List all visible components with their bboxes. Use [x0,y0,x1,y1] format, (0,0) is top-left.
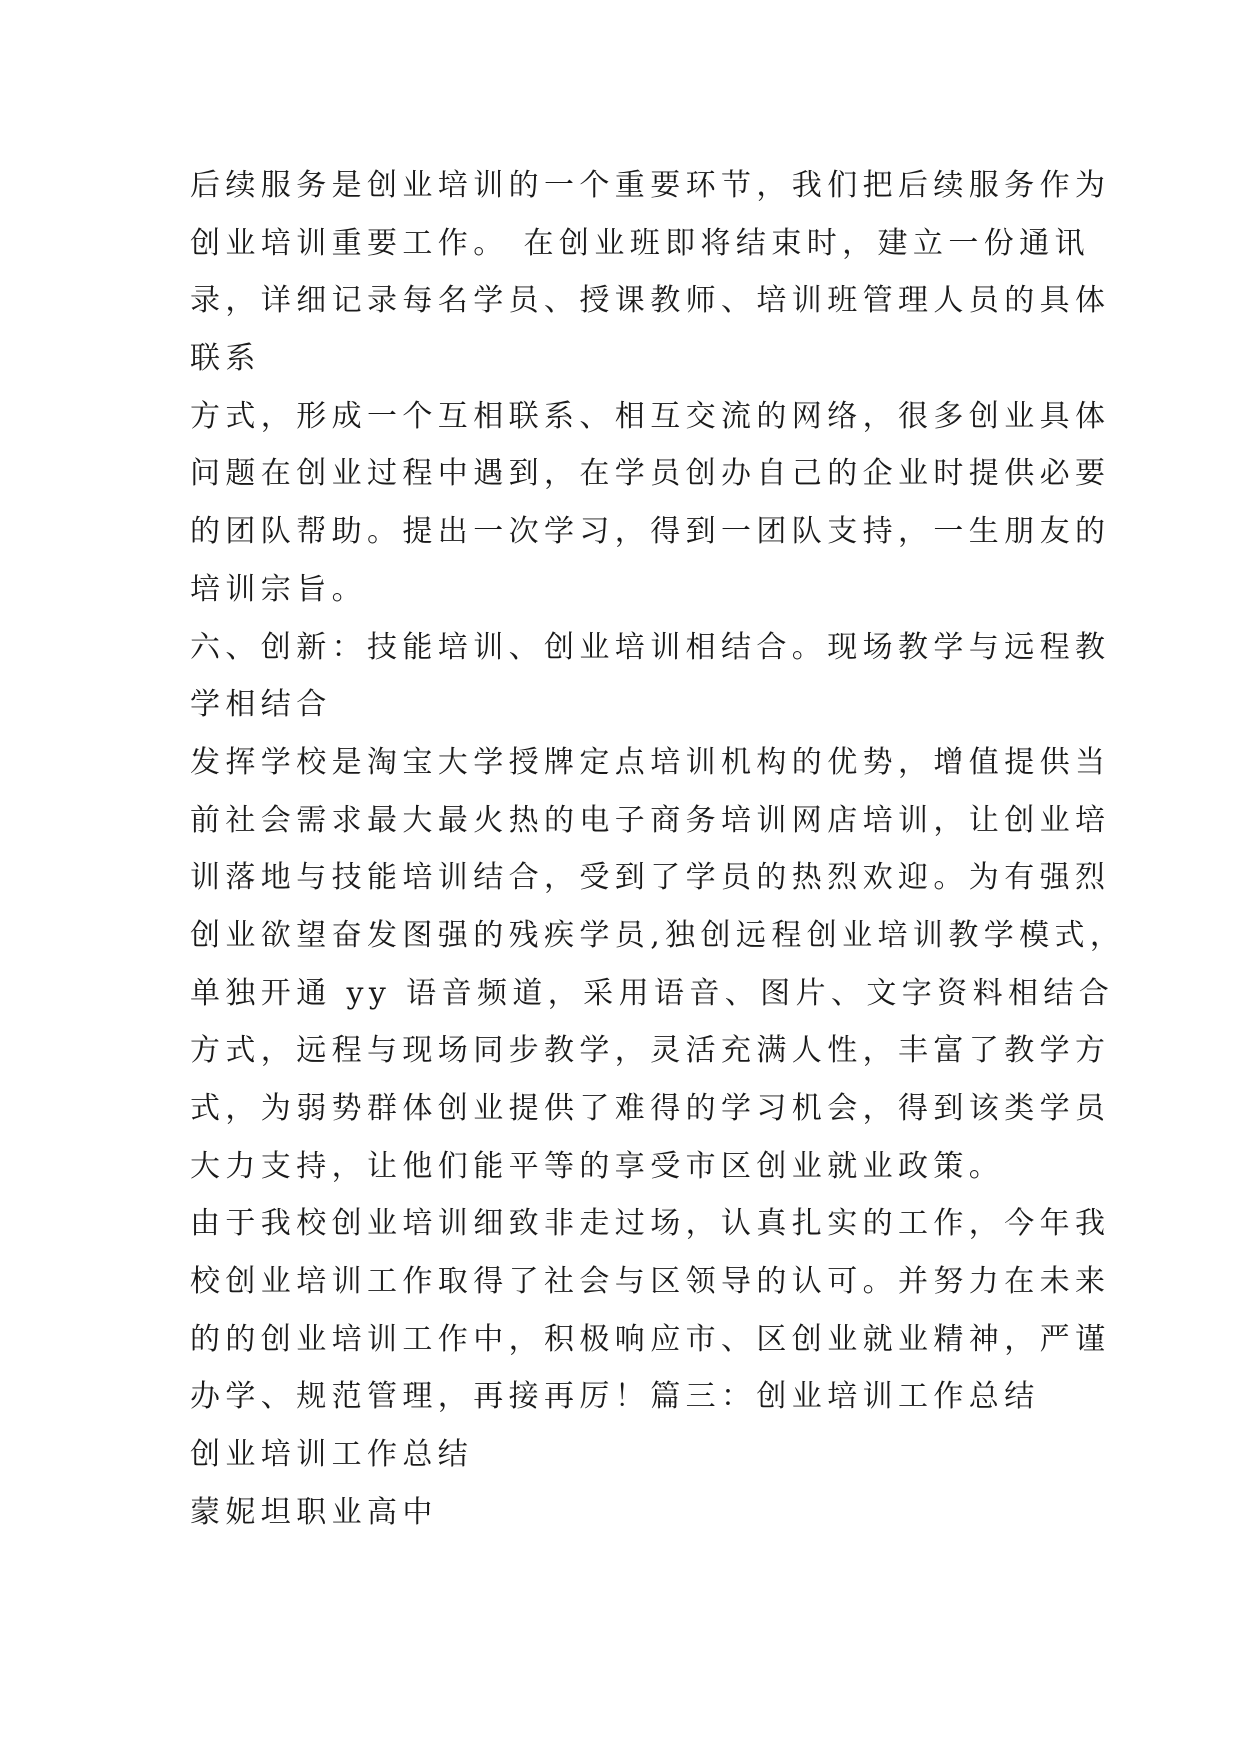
text-line: 创业培训重要工作。 在创业班即将结束时，建立一份通讯 [190,225,1090,261]
text-line: 问题在创业过程中遇到，在学员创办自己的企业时提供必要 [190,456,1111,492]
text-line: 创业欲望奋发图强的残疾学员,独创远程创业培训教学模式， [190,917,1126,953]
text-line: 联系 [190,341,261,377]
organization-line: 蒙妮坦职业高中 [190,1494,438,1530]
text-line: 大力支持，让他们能平等的享受市区创业就业政策。 [190,1148,1005,1184]
text-line: 训落地与技能培训结合，受到了学员的热烈欢迎。为有强烈 [190,860,1111,896]
section-heading-line: 学相结合 [190,687,332,723]
text-line: 方式，远程与现场同步教学，灵活充满人性，丰富了教学方 [190,1033,1111,1069]
text-line: 的的创业培训工作中，积极响应市、区创业就业精神，严谨 [190,1321,1111,1357]
text-line: 的团队帮助。提出一次学习，得到一团队支持，一生朋友的 [190,514,1111,550]
section-heading-line: 六、创新：技能培训、创业培训相结合。现场教学与远程教 [190,629,1111,665]
text-line: 前社会需求最大最火热的电子商务培训网店培训，让创业培 [190,802,1111,838]
text-line: 办学、规范管理，再接再厉！篇三：创业培训工作总结 [190,1379,1040,1415]
text-line: 培训宗旨。 [190,571,367,607]
text-line: 录，详细记录每名学员、授课教师、培训班管理人员的具体 [190,283,1111,319]
text-line: 单独开通 yy 语音频道，采用语音、图片、文字资料相结合 [190,975,1115,1011]
document-title-line: 创业培训工作总结 [190,1437,474,1473]
text-line: 式，为弱势群体创业提供了难得的学习机会，得到该类学员 [190,1091,1111,1126]
text-line: 方式，形成一个互相联系、相互交流的网络，很多创业具体 [190,398,1111,434]
text-line: 由于我校创业培训细致非走过场，认真扎实的工作，今年我 [190,1206,1111,1242]
text-line: 后续服务是创业培训的一个重要环节，我们把后续服务作为 [190,168,1111,203]
text-line: 发挥学校是淘宝大学授牌定点培训机构的优势，增值提供当 [190,744,1111,780]
text-line: 校创业培训工作取得了社会与区领导的认可。并努力在未来 [190,1264,1111,1300]
body-text [190,157,1126,1542]
